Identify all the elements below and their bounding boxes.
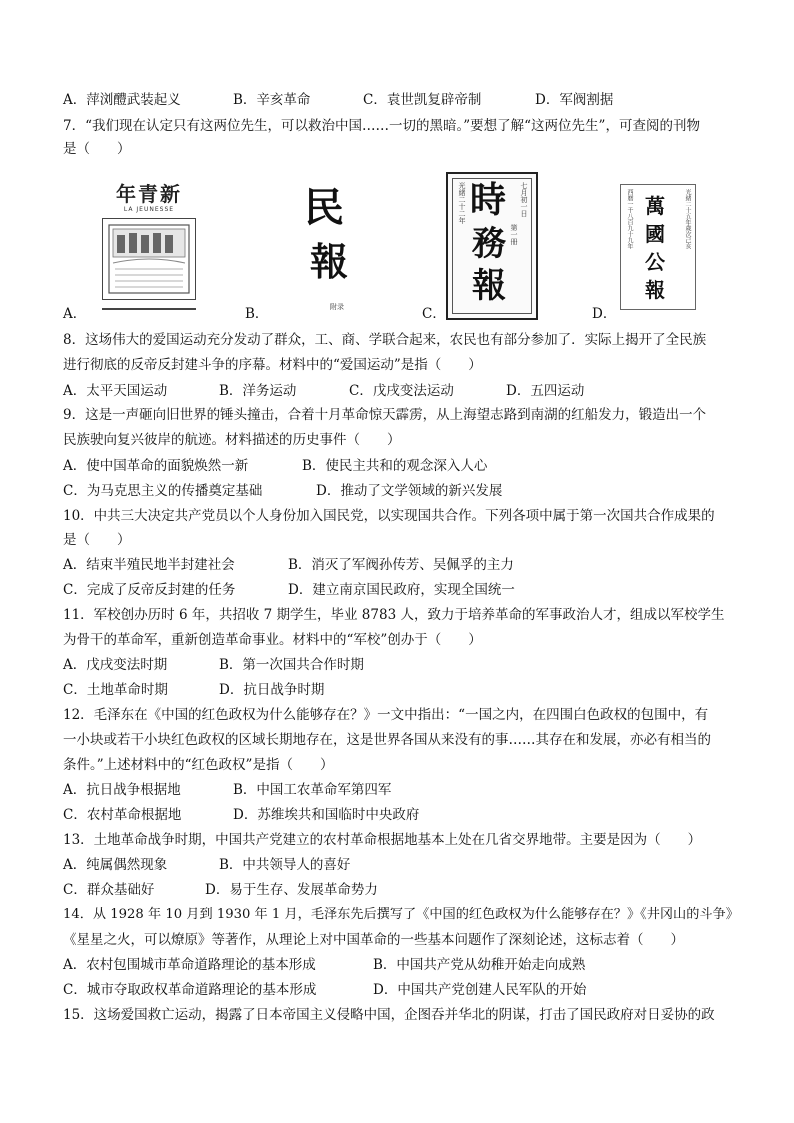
q7-image-c-shiwubao-cover bbox=[446, 172, 538, 320]
q8-option-c: C．戊戌变法运动 bbox=[349, 383, 454, 399]
q11-stem-line2: 为骨干的革命军，重新创造革命事业。材料中的“军校”创办于（ ） bbox=[63, 632, 482, 648]
q7-image-a-title: 年青新 bbox=[116, 182, 182, 206]
q14-option-b: B．中国共产党从幼稚开始走向成熟 bbox=[373, 957, 586, 973]
q7-image-d-char-3: 公 bbox=[645, 250, 665, 274]
q7-image-d-right-text: 光緒二十五年歲次己亥 bbox=[684, 189, 691, 249]
q13-option-b: B．中共领导人的喜好 bbox=[219, 857, 351, 873]
q11-option-a: A．戊戌变法时期 bbox=[63, 657, 168, 673]
q7-image-d-char-2: 國 bbox=[645, 222, 665, 246]
q7-image-a-new-youth-cover bbox=[102, 178, 198, 316]
q8-option-b: B．洋务运动 bbox=[219, 383, 297, 399]
q6-option-a: A．萍浏醴武装起义 bbox=[63, 92, 181, 108]
q13-option-c: C．群众基础好 bbox=[63, 882, 155, 898]
q11-option-d: D．抗日战争时期 bbox=[219, 682, 325, 698]
q10-option-c: C．完成了反帝反封建的任务 bbox=[63, 582, 236, 598]
q7-image-d-char-1: 萬 bbox=[645, 194, 665, 218]
q11-stem-line1: 11．军校创办历时 6 年，共招收 7 期学生，毕业 8783 人，致力于培养革命的军事政治人才，组成以军校学生 bbox=[63, 607, 725, 623]
q7-image-d-wanguogongbao-cover bbox=[620, 184, 696, 310]
q10-stem-line1: 10．中共三大决定共产党员以个人身份加入国民党，以实现国共合作。下列各项中属于第一次国共合作成果的 bbox=[63, 508, 715, 524]
q14-stem-line1: 14．从 1928 年 10 月到 1930 年 1 月，毛泽东先后撰写了《中国的红色政权为什么能够存在？》《井冈山的斗争》 bbox=[63, 907, 739, 922]
q12-option-d: D．苏维埃共和国临时中央政府 bbox=[233, 807, 420, 823]
q7-label-d: D． bbox=[592, 306, 617, 322]
q7-image-d-char-4: 報 bbox=[645, 278, 665, 302]
q7-stem-line2: 是（ ） bbox=[63, 141, 131, 157]
q7-image-b-char-2: 報 bbox=[310, 239, 349, 284]
q15-stem-line1: 15．这场爱国救亡运动，揭露了日本帝国主义侵略中国，企图吞并华北的阴谋，打击了国民政府对日妥协的政 bbox=[63, 1007, 715, 1023]
q9-option-b: B．使民主共和的观念深入人心 bbox=[302, 458, 488, 474]
q10-option-d: D．建立南京国民政府，实现全国统一 bbox=[288, 582, 515, 598]
q12-stem-line2: 一小块或若干小块红色政权的区域长期地存在，这是世界各国从来没有的事……其存在和发展，亦必有相当的 bbox=[63, 732, 711, 748]
q13-option-d: D．易于生存、发展革命势力 bbox=[205, 882, 378, 898]
q12-option-a: A．抗日战争根据地 bbox=[63, 782, 181, 798]
q10-stem-line2: 是（ ） bbox=[63, 532, 131, 548]
q9-stem-line1: 9．这是一声砸向旧世界的锤头撞击，合着十月革命惊天霹雳，从上海望志路到南湖的红船发力，锻造出一个 bbox=[63, 407, 707, 423]
q7-image-c-side-left: 光緒二十二年 bbox=[458, 182, 466, 224]
q9-option-c: C．为马克思主义的传播奠定基础 bbox=[63, 483, 263, 499]
q7-image-c-char-2: 務 bbox=[472, 224, 506, 264]
q13-option-a: A．纯属偶然现象 bbox=[63, 857, 168, 873]
q14-option-d: D．中国共产党创建人民军队的开始 bbox=[373, 982, 587, 998]
q6-option-d: D．军阀割据 bbox=[535, 92, 614, 108]
q7-image-c-side-right: 七月初一日 bbox=[520, 182, 528, 217]
q9-option-a: A．使中国革命的面貌焕然一新 bbox=[63, 458, 249, 474]
q11-option-c: C．土地革命时期 bbox=[63, 682, 168, 698]
q11-option-b: B．第一次国共合作时期 bbox=[219, 657, 364, 673]
q8-option-a: A．太平天国运动 bbox=[63, 383, 168, 399]
q10-option-b: B．消灭了军阀孙传芳、吴佩孚的主力 bbox=[288, 557, 514, 573]
q6-option-b: B．辛亥革命 bbox=[233, 92, 311, 108]
q7-image-b-char-1: 民 bbox=[304, 184, 344, 231]
q8-stem-line1: 8．这场伟大的爱国运动充分发动了群众，工、商、学联合起来，农民也有部分参加了．实际上揭开了全民族 bbox=[63, 332, 707, 348]
q9-option-d: D．推动了文学领域的新兴发展 bbox=[316, 483, 503, 499]
q7-image-a-frame bbox=[102, 218, 196, 300]
q7-image-b-minbao-cover bbox=[290, 178, 370, 318]
q7-label-c: C． bbox=[422, 306, 446, 322]
q7-label-b: B． bbox=[245, 306, 269, 322]
q7-image-a-subtitle: LA JEUNESSE bbox=[123, 206, 175, 213]
q7-image-c-char-3: 報 bbox=[472, 266, 506, 306]
q7-image-c-issue: 第一冊 bbox=[510, 224, 518, 245]
q12-stem-line1: 12．毛泽东在《中国的红色政权为什么能够存在？》一文中指出：“一国之内，在四围白色政权的包围中，有 bbox=[63, 707, 709, 723]
q12-option-b: B．中国工农革命军第四军 bbox=[233, 782, 392, 798]
q8-stem-line2: 进行彻底的反帝反封建斗争的序幕。材料中的“爱国运动”是指（ ） bbox=[63, 357, 482, 373]
q7-image-b-footnote: 附录 bbox=[330, 303, 344, 311]
q10-option-a: A．结束半殖民地半封建社会 bbox=[63, 557, 235, 573]
q6-option-c: C．袁世凯复辟帝制 bbox=[363, 92, 482, 108]
q7-image-a-illustration bbox=[103, 219, 195, 299]
q7-image-a-baseline bbox=[102, 308, 196, 310]
q8-option-d: D．五四运动 bbox=[506, 383, 585, 399]
q7-image-c-char-1: 時 bbox=[470, 179, 507, 221]
q7-stem-line1: 7．“我们现在认定只有这两位先生，可以救治中国……一切的黑暗。”要想了解“这两位先生”，可查阅的刊物 bbox=[63, 118, 700, 134]
q14-option-c: C．城市夺取政权革命道路理论的基本形成 bbox=[63, 982, 317, 998]
q14-stem-line2: 《星星之火，可以燎原》等著作，从理论上对中国革命的一些基本问题作了深刻论述，这标志着（ ） bbox=[63, 932, 684, 948]
q7-image-d-left-text: 西曆一千八百九十九年 bbox=[626, 189, 633, 249]
q12-stem-line3: 条件。”上述材料中的“红色政权”是指（ ） bbox=[63, 757, 334, 773]
q13-stem-line1: 13．土地革命战争时期，中国共产党建立的农村革命根据地基本上处在几省交界地带。主要是因为（ ） bbox=[63, 832, 702, 848]
q7-label-a: A． bbox=[63, 306, 87, 322]
q12-option-c: C．农村革命根据地 bbox=[63, 807, 182, 823]
q9-stem-line2: 民族驶向复兴彼岸的航迹。材料描述的历史事件（ ） bbox=[63, 432, 401, 448]
q14-option-a: A．农村包围城市革命道路理论的基本形成 bbox=[63, 957, 316, 973]
